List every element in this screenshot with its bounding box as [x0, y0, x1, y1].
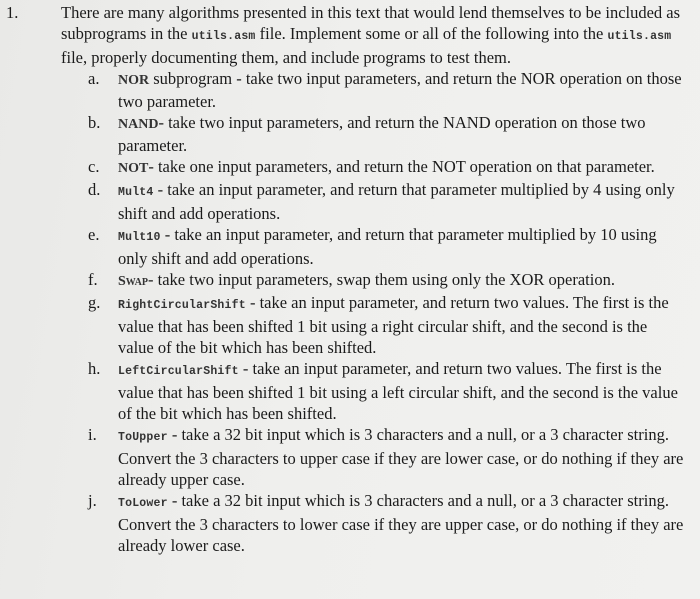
subprogram-name: NOT: [118, 161, 149, 176]
filename-code: utils.asm: [191, 30, 256, 43]
item-label: e.: [88, 225, 100, 244]
exercise-item-c: [88, 156, 686, 179]
intro-text: There are many algorithms presented in this text that would lend themselves to be included as subprograms in the: [61, 3, 681, 43]
item-text: - take a 32 bit input which is 3 characters and a null, or a 3 character string. Convert the 3 characters to lower case if they are upper case, or do nothing if they are already lower case.: [118, 491, 684, 555]
intro-text: file. Implement some or all of the following into the: [255, 24, 608, 43]
item-label: i.: [88, 425, 97, 444]
item-text: - take an input parameter, and return two values. The first is the value that has been shifted 1 bit using a left circular shift, and the second is the value of the bit which has been shifted.: [118, 359, 678, 423]
item-label: c.: [88, 157, 100, 176]
item-text: - take an input parameter, and return that parameter multiplied by 10 using only shift and add operations.: [118, 225, 657, 268]
exercise-1: [6, 2, 686, 556]
item-label: f.: [88, 270, 98, 289]
exercise-item-a: [88, 68, 686, 112]
exercise-item-h: [88, 358, 686, 424]
item-label: g.: [88, 293, 101, 312]
subprogram-name: Swap: [118, 274, 149, 289]
item-text: - take two input parameters, swap them using only the XOR operation.: [148, 270, 615, 289]
filename-code: utils.asm: [607, 30, 672, 43]
item-text: - take an input parameter, and return two values. The first is the value that has been shifted 1 bit using a right circular shift, and the second is the value of the bit which has been shifted.: [118, 293, 669, 357]
item-text: - take an input parameter, and return that parameter multiplied by 4 using only shift and add operations.: [118, 180, 675, 223]
intro-text: file, properly documenting them, and include programs to test them.: [61, 48, 511, 67]
subprogram-name: ToLower: [118, 497, 168, 510]
exercise-items: [6, 68, 686, 556]
exercise-item-d: [88, 179, 686, 224]
item-label: a.: [88, 69, 100, 88]
item-text: - take two input parameters, and return the NAND operation on those two parameter.: [118, 113, 646, 155]
subprogram-name: RightCircularShift: [118, 299, 246, 312]
exercise-item-e: [88, 224, 686, 269]
subprogram-name: NAND: [118, 117, 159, 132]
subprogram-name: LeftCircularShift: [118, 365, 239, 378]
exercise-intro: [61, 2, 686, 68]
item-text: - take one input parameters, and return the NOT operation on that parameter.: [148, 157, 655, 176]
exercise-item-b: [88, 112, 686, 156]
exercise-item-i: [88, 424, 686, 490]
subprogram-name: Mult10: [118, 231, 161, 244]
item-text: - take a 32 bit input which is 3 characters and a null, or a 3 character string. Convert the 3 characters to upper case if they are lower case, or do nothing if they are already upper case.: [118, 425, 684, 489]
item-label: j.: [88, 491, 97, 510]
exercise-item-f: [88, 269, 686, 292]
subprogram-name: Mult4: [118, 186, 154, 199]
item-label: b.: [88, 113, 101, 132]
item-text: subprogram - take two input parameters, and return the NOR operation on those two parameter.: [118, 69, 682, 111]
item-label: d.: [88, 180, 101, 199]
exercise-item-j: [88, 490, 686, 556]
item-label: h.: [88, 359, 101, 378]
exercise-number: 1.: [6, 3, 19, 22]
subprogram-name: NOR: [118, 73, 150, 88]
exercise-item-g: [88, 292, 686, 358]
subprogram-name: ToUpper: [118, 431, 168, 444]
